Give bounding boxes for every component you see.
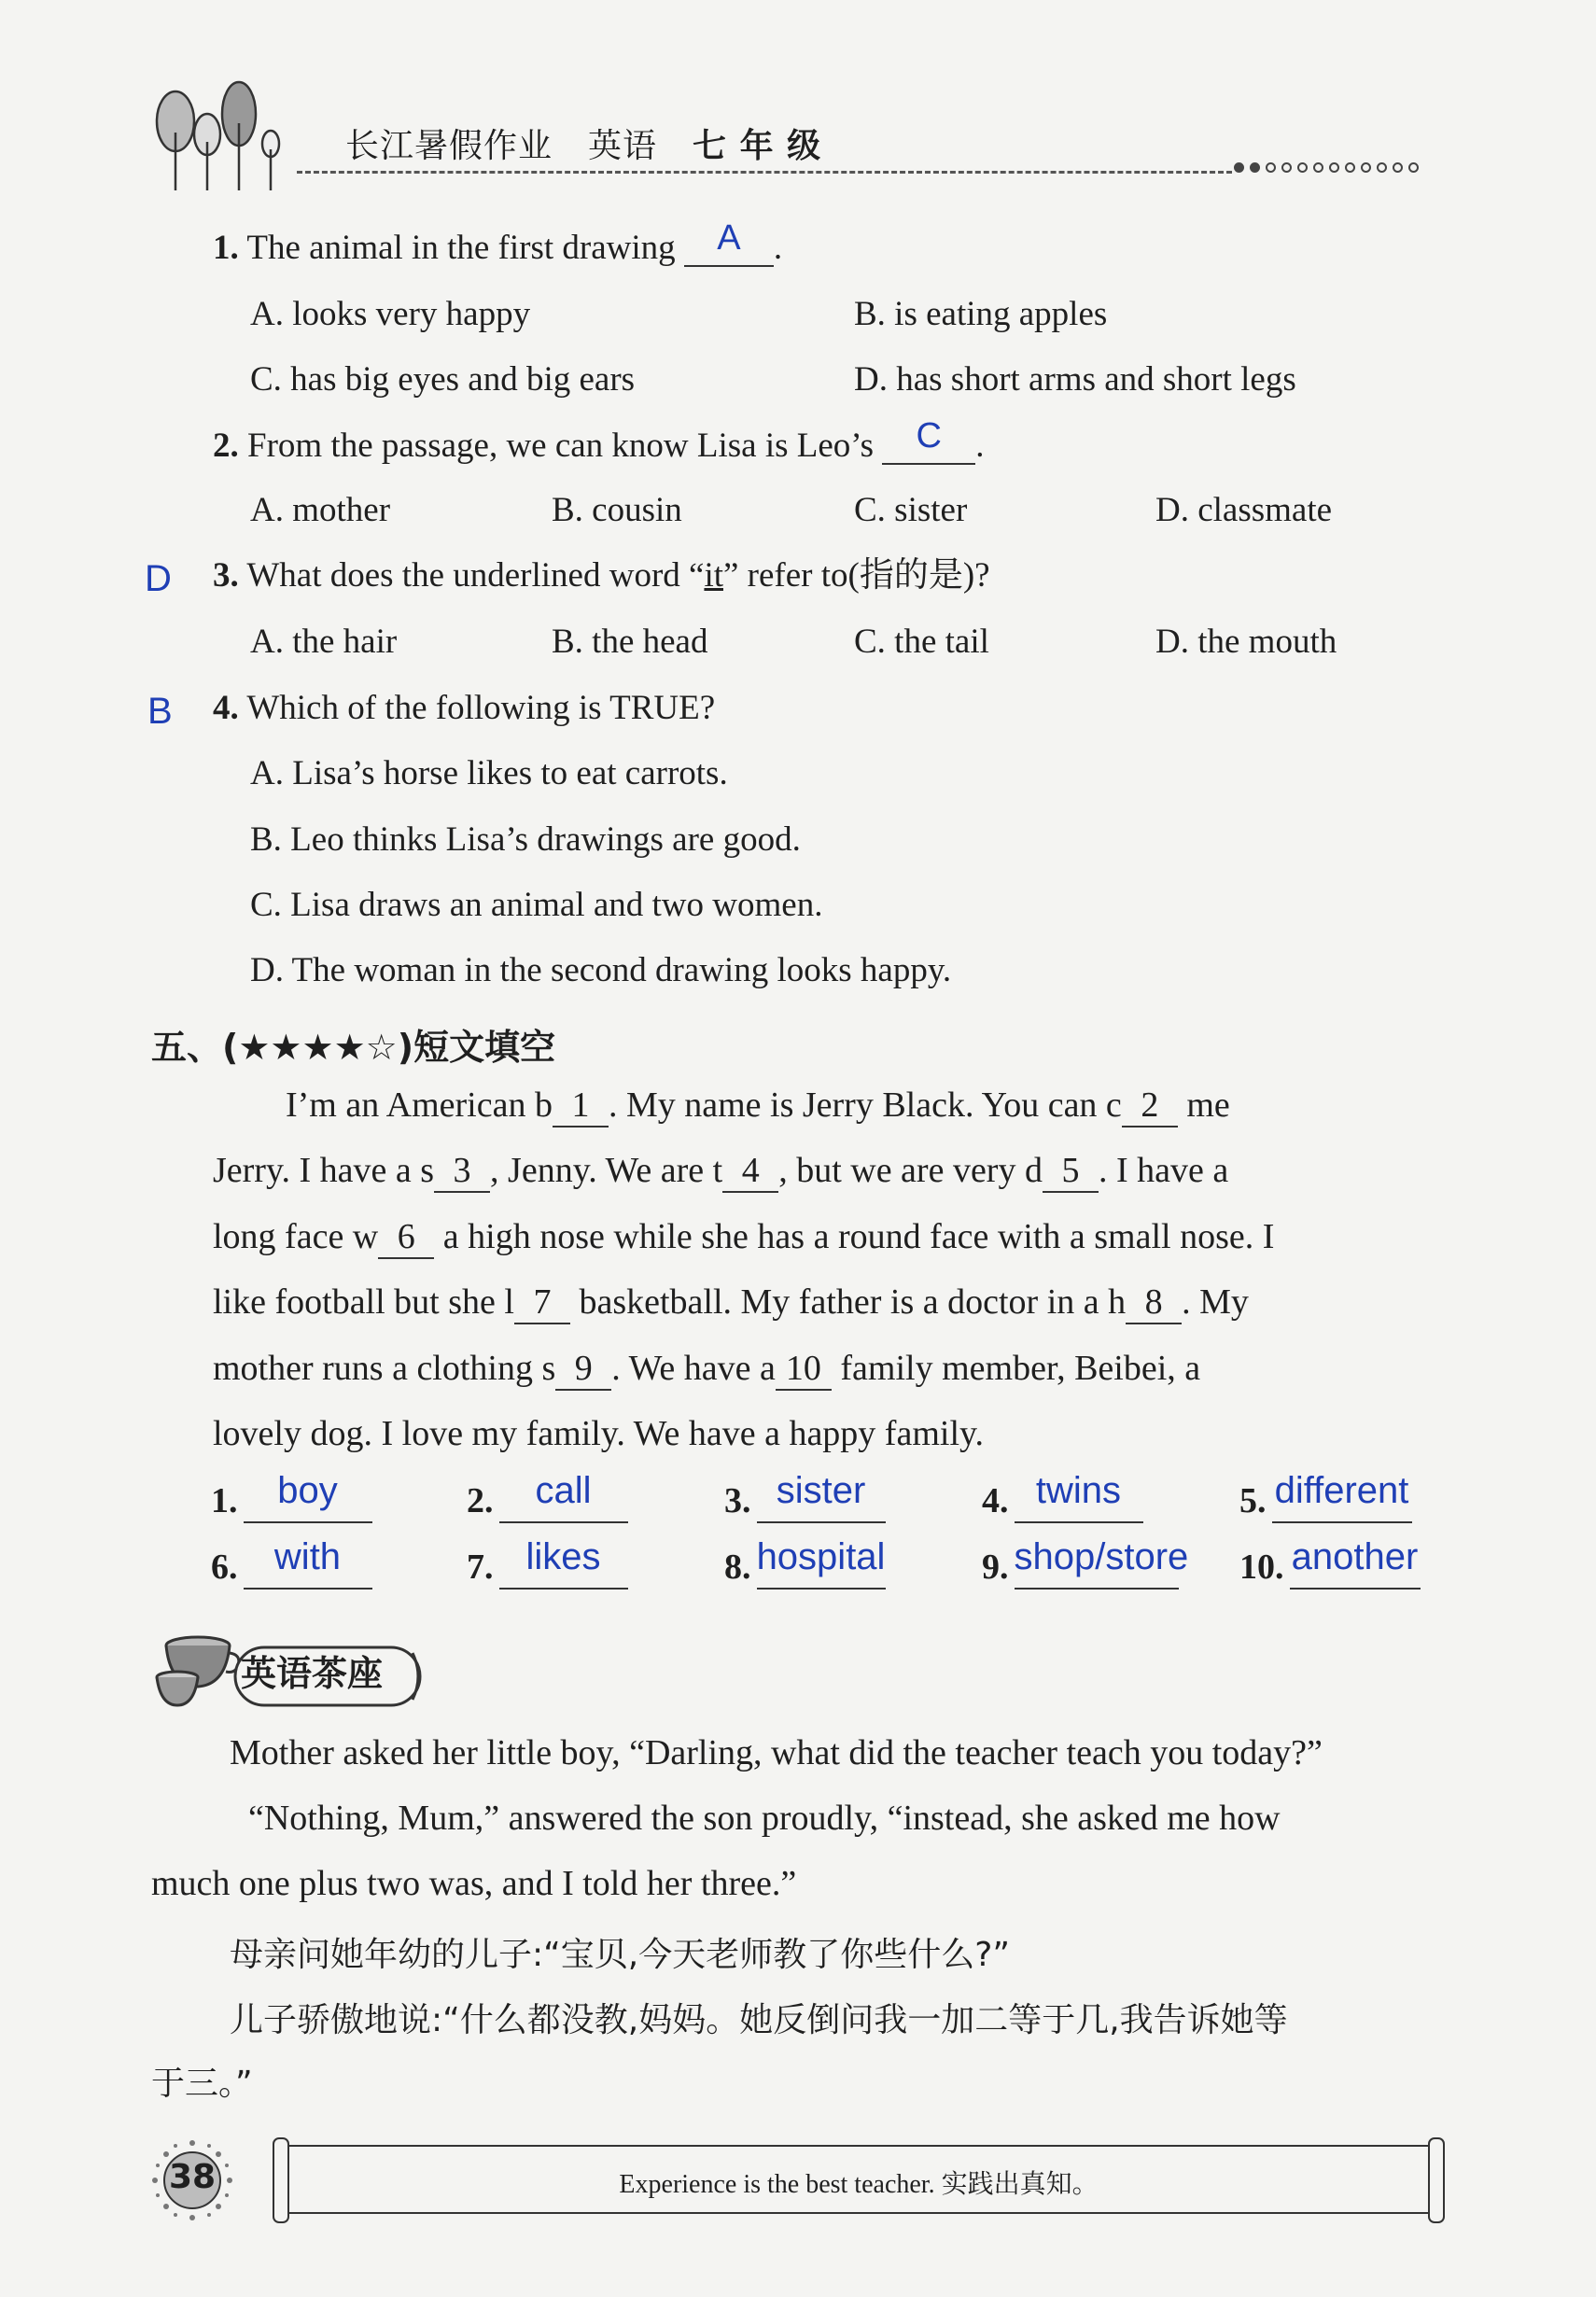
story-en-line-2: “Nothing, Mum,” answered the son proudly, “instead, she asked me how <box>248 1799 1281 1838</box>
fill-answer-7: 7. likes <box>467 1546 628 1590</box>
story-cn-line-1: 母亲问她年幼的儿子:“宝贝,今天老师教了你些什么?” <box>230 1936 1010 1974</box>
header-title <box>345 119 857 167</box>
question-1-option-d: D. has short arms and short legs <box>854 360 1296 399</box>
question-1-stem: 1. The animal in the first drawing A . <box>213 218 783 267</box>
fill-answer-2: 2. call <box>467 1479 628 1523</box>
trees-decoration-icon <box>149 77 289 193</box>
fill-answer-1: 1. boy <box>211 1479 372 1523</box>
fill-answer-9: 9. shop/store <box>982 1546 1179 1590</box>
question-1-option-a: A. looks very happy <box>250 295 531 333</box>
passage-line-6: lovely dog. I love my family. We have a happy family. <box>213 1414 985 1453</box>
story-en-line-1: Mother asked her little boy, “Darling, what did the teacher teach you today?” <box>230 1733 1323 1772</box>
passage-line-2: Jerry. I have a s 3 , Jenny. We are t 4 , but we are very d 5 . I have a <box>213 1150 1447 1193</box>
section-5-title: 五、(★★★★☆)短文填空 <box>151 1027 556 1068</box>
footer-motto: Experience is the best teacher. 实践出真知。 <box>619 2170 1099 2199</box>
grade-label: 七 年 级 <box>693 127 822 165</box>
header-dots-decoration <box>1234 162 1419 173</box>
passage-line-3: long face w 6 a high nose while she has a round face with a small nose. I <box>213 1216 1447 1259</box>
question-2-stem: 2. From the passage, we can know Lisa is Leo’s C . <box>213 416 985 465</box>
question-1-option-b: B. is eating apples <box>854 295 1108 333</box>
story-en-line-3: much one plus two was, and I told her three.” <box>151 1864 797 1903</box>
question-2-blank <box>882 416 975 465</box>
passage-line-4: like football but she l 7 basketball. My father is a doctor in a h 8 . My <box>213 1282 1447 1324</box>
question-2-option-b: B. cousin <box>552 491 682 529</box>
header-dashed-rule <box>297 171 1232 174</box>
question-2-option-c: C. sister <box>854 491 968 529</box>
question-2-option-d: D. classmate <box>1155 491 1333 529</box>
fill-answer-5: 5. different <box>1239 1479 1412 1523</box>
page-number: 38 <box>168 2158 217 2196</box>
fill-answer-6: 6. with <box>211 1546 372 1590</box>
tea-corner-label: 英语茶座 <box>241 1653 384 1694</box>
subject-label: 英语 <box>588 127 658 165</box>
question-3-option-c: C. the tail <box>854 623 989 661</box>
question-3-option-a: A. the hair <box>250 623 398 661</box>
question-2-option-a: A. mother <box>250 491 391 529</box>
fill-answer-8: 8. hospital <box>724 1546 886 1590</box>
question-1-option-c: C. has big eyes and big ears <box>250 360 636 399</box>
question-3-option-d: D. the mouth <box>1155 623 1337 661</box>
footer-scroll-banner <box>280 2145 1437 2214</box>
story-cn-line-3: 于三。” <box>151 2065 253 2103</box>
story-cn-line-2: 儿子骄傲地说:“什么都没教,妈妈。她反倒问我一加二等于几,我告诉她等 <box>230 2001 1288 2039</box>
question-2-answer: C <box>916 416 942 455</box>
question-4-answer: B <box>147 691 173 732</box>
fill-answer-3: 3. sister <box>724 1479 886 1523</box>
fill-answer-4: 4. twins <box>982 1479 1143 1523</box>
question-3-option-b: B. the head <box>552 623 708 661</box>
question-4-option-d: D. The woman in the second drawing looks happy. <box>250 951 952 989</box>
question-3-answer: D <box>145 558 172 599</box>
question-4-option-c: C. Lisa draws an animal and two women. <box>250 886 823 924</box>
passage-line-5: mother runs a clothing s 9 . We have a 10 family member, Beibei, a <box>213 1348 1447 1391</box>
fill-answer-10: 10. another <box>1239 1546 1421 1590</box>
passage-line-1: I’m an American b 1 . My name is Jerry Black. You can c 2 me <box>286 1085 1447 1127</box>
question-3-stem: 3. What does the underlined word “it” refer to(指的是)? <box>213 556 990 595</box>
question-1-blank <box>684 218 774 267</box>
question-4-option-b: B. Leo thinks Lisa’s drawings are good. <box>250 820 801 859</box>
question-4-option-a: A. Lisa’s horse likes to eat carrots. <box>250 754 728 792</box>
question-1-answer: A <box>717 218 741 258</box>
question-4-stem: 4. Which of the following is TRUE? <box>213 689 716 727</box>
book-title: 长江暑假作业 <box>345 127 553 165</box>
underlined-word-it: it <box>704 556 723 595</box>
